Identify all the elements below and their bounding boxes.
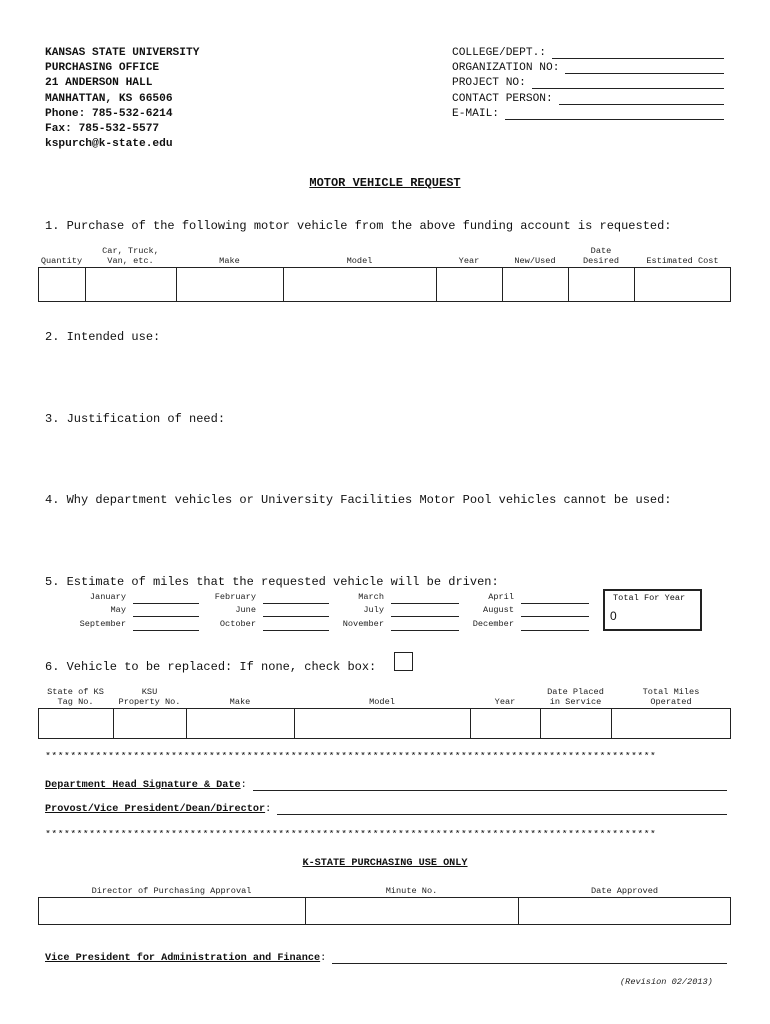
august-miles-field[interactable] [521,616,589,617]
month-label: September [79,619,126,629]
no-replacement-checkbox[interactable] [394,652,413,671]
month-label: May [110,605,126,615]
month-label: April [488,592,514,602]
col-date-approved: Date Approved [590,886,659,896]
dept-head-signature-label: Department Head Signature & Date [45,780,241,791]
replacement-vehicle-table [38,708,731,739]
july-miles-field[interactable] [391,616,459,617]
month-label: January [89,592,126,602]
col-director-approval: Director of Purchasing Approval [91,886,252,896]
col-make: Make [229,697,251,707]
total-for-year-label: Total For Year [613,593,686,603]
revision-note: (Revision 02/2013) [620,977,713,987]
total-miles-cell[interactable] [612,709,731,739]
month-label: June [235,605,256,615]
april-miles-field[interactable] [521,603,589,604]
col-make: Make [219,256,240,266]
question-6: 6. Vehicle to be replaced: If none, check box: [45,660,377,674]
purchasing-office-address [45,46,199,152]
col-property-no: KSU Property No. [118,687,181,707]
minute-no-cell[interactable] [306,898,519,925]
project-no-label: PROJECT NO: [452,77,526,90]
month-label: December [472,619,514,629]
model-cell[interactable] [284,268,437,302]
vp-signature-field[interactable] [332,953,727,964]
may-miles-field[interactable] [133,616,199,617]
year-cell[interactable] [437,268,503,302]
provost-signature-label: Provost/Vice President/Dean/Director [45,804,266,815]
model-cell[interactable] [295,709,471,739]
question-1: 1. Purchase of the following motor vehicle from the above funding account is requested: [45,219,672,233]
month-label: July [363,605,384,615]
organization-no-field[interactable] [565,61,724,74]
col-date-placed: Date Placed in Service [547,687,604,707]
address-line: MANHATTAN, KS 66506 [45,92,173,105]
vp-signature-row [45,953,727,964]
email-line: kspurch@k-state.edu [45,138,173,151]
col-new-used: New/Used [514,256,556,266]
col-total-miles: Total Miles Operated [642,687,700,707]
june-miles-field[interactable] [263,616,329,617]
contact-person-field[interactable] [559,92,724,105]
question-2: 2. Intended use: [45,330,161,344]
contact-person-label: CONTACT PERSON: [452,92,553,105]
provost-signature-field[interactable] [277,804,727,815]
dept-head-signature-row [45,780,727,791]
vehicle-type-cell[interactable] [86,268,177,302]
table-row [39,268,731,302]
col-estimated-cost: Estimated Cost [646,256,719,266]
date-placed-cell[interactable] [541,709,612,739]
november-miles-field[interactable] [391,630,459,631]
total-for-year-value: 0 [610,609,617,623]
col-model: Model [346,256,373,266]
organization-no-label: ORGANIZATION NO: [452,62,560,75]
estimated-cost-cell[interactable] [635,268,731,302]
col-quantity: Quantity [40,256,83,266]
colon: : [265,804,272,815]
phone-line: Phone: 785-532-6214 [45,107,173,120]
march-miles-field[interactable] [391,603,459,604]
question-5: 5. Estimate of miles that the requested vehicle will be driven: [45,575,499,589]
college-dept-field[interactable] [552,46,724,59]
table-row [39,898,731,925]
tag-no-cell[interactable] [39,709,114,739]
month-label: March [358,592,384,602]
question-3: 3. Justification of need: [45,412,226,426]
fax-line: Fax: 785-532-5577 [45,123,160,136]
total-for-year-box[interactable] [603,589,702,631]
colon: : [320,953,327,964]
september-miles-field[interactable] [133,630,199,631]
month-label: October [219,619,256,629]
col-date-desired: Date Desired [582,246,620,266]
page-title: MOTOR VEHICLE REQUEST [309,176,461,190]
year-cell[interactable] [471,709,541,739]
funding-info-fields [452,46,724,122]
month-label: February [214,592,256,602]
email-label: E-MAIL: [452,107,499,120]
december-miles-field[interactable] [521,630,589,631]
purchasing-use-heading: K-STATE PURCHASING USE ONLY [302,858,468,869]
table-row [39,709,731,739]
date-desired-cell[interactable] [569,268,635,302]
month-label: November [342,619,384,629]
col-vehicle-type: Car, Truck, Van, etc. [102,246,159,266]
address-line: KANSAS STATE UNIVERSITY [45,47,200,59]
quantity-cell[interactable] [39,268,86,302]
director-approval-cell[interactable] [39,898,306,925]
vp-signature-label: Vice President for Administration and Finance [45,953,321,964]
address-line: 21 ANDERSON HALL [45,77,153,90]
col-year: Year [458,256,480,266]
provost-signature-row [45,804,727,815]
date-approved-cell[interactable] [519,898,731,925]
address-line: PURCHASING OFFICE [45,62,160,75]
col-tag-no: State of KS Tag No. [47,687,104,707]
dept-head-signature-field[interactable] [253,780,727,791]
make-cell[interactable] [177,268,284,302]
make-cell[interactable] [187,709,295,739]
new-used-cell[interactable] [503,268,569,302]
month-label: August [483,605,514,615]
col-model: Model [369,697,395,707]
college-dept-label: COLLEGE/DEPT.: [452,47,546,59]
october-miles-field[interactable] [263,630,329,631]
colon: : [240,780,247,791]
question-4: 4. Why department vehicles or University Facilities Motor Pool vehicles cannot be used: [45,493,672,507]
vehicle-request-table [38,267,731,302]
separator-stars: ************************************************************************************************* [45,830,657,841]
col-year: Year [494,697,516,707]
col-minute-no: Minute No. [385,886,438,896]
separator-stars: ************************************************************************************************* [45,752,657,763]
purchasing-approval-table [38,897,731,925]
property-no-cell[interactable] [114,709,187,739]
february-miles-field[interactable] [263,603,329,604]
january-miles-field[interactable] [133,603,199,604]
email-field[interactable] [505,107,724,120]
project-no-field[interactable] [532,76,724,89]
